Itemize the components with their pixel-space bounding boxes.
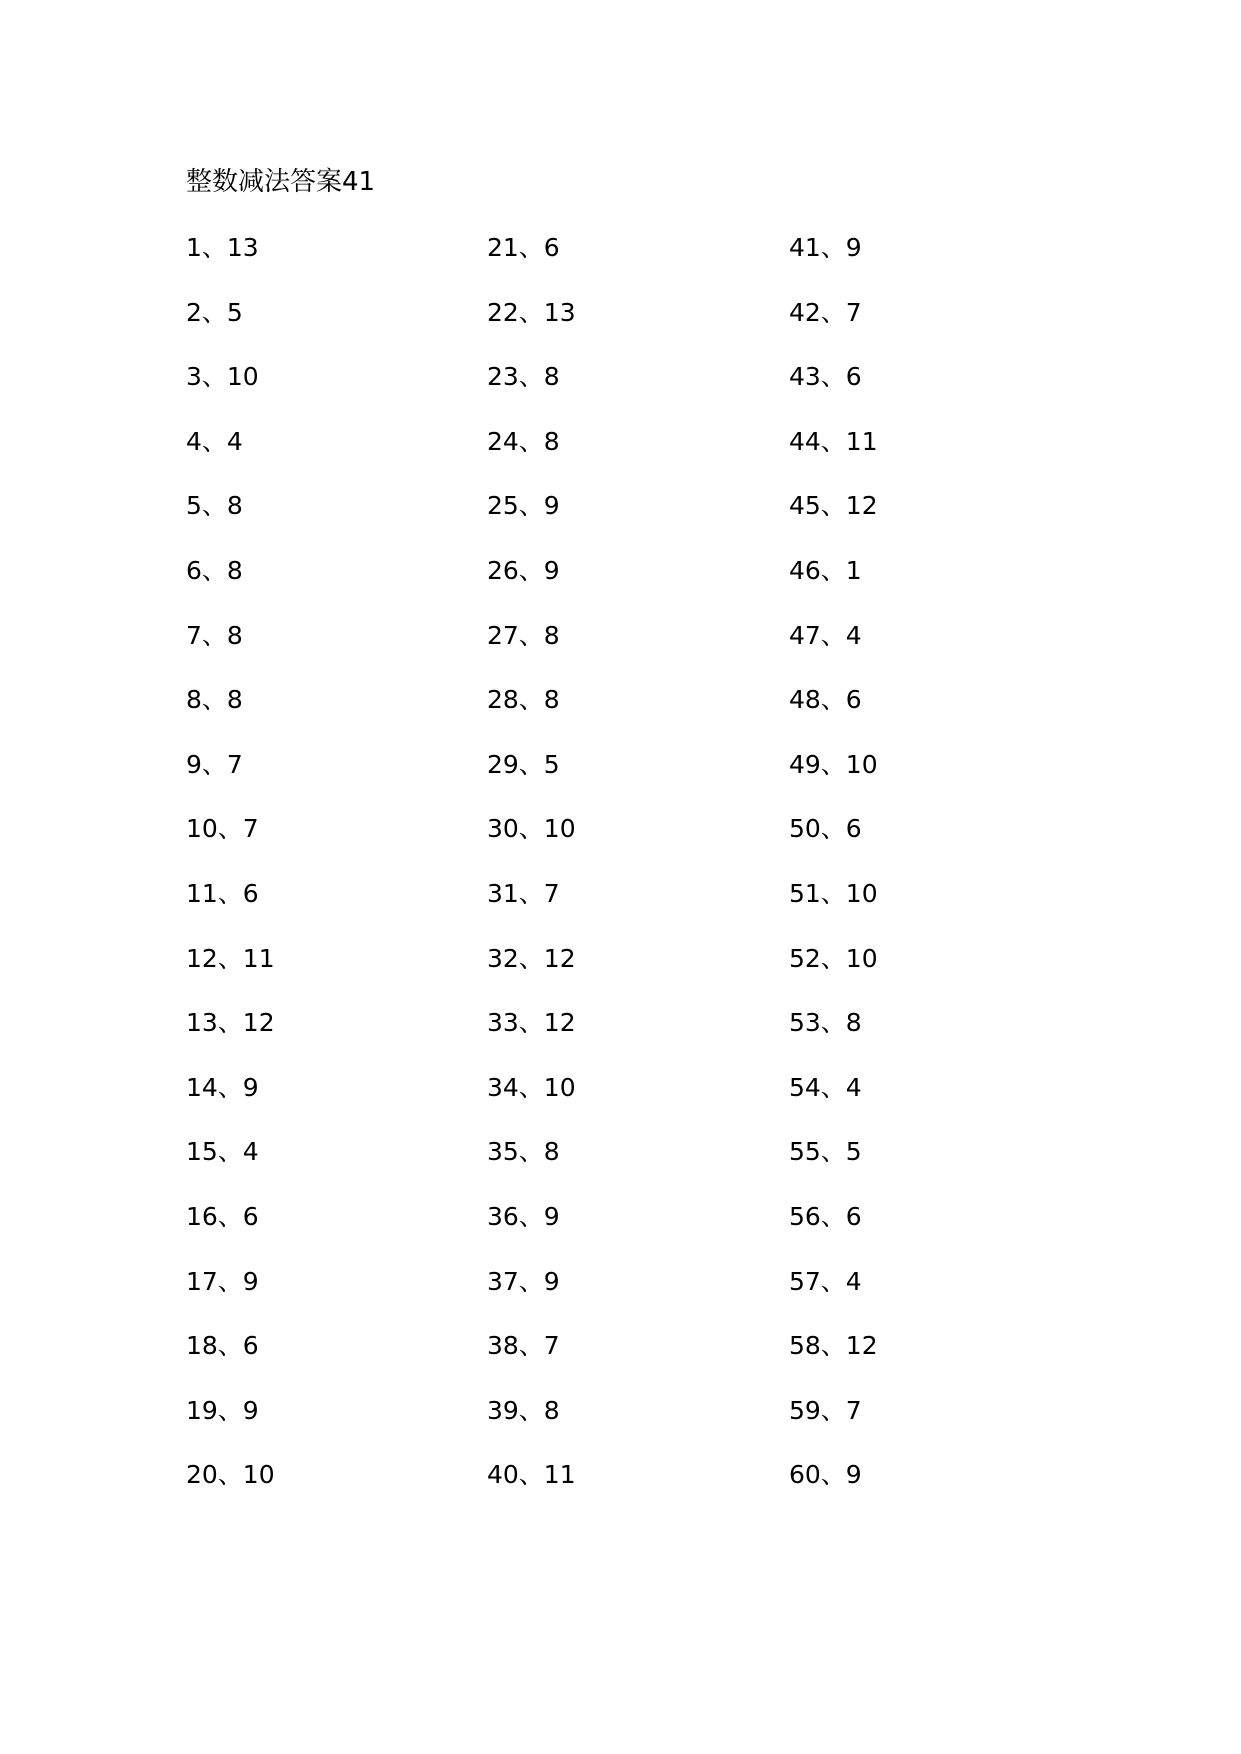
answer-item: 11、6 — [186, 878, 259, 908]
answer-item: 10、7 — [186, 814, 259, 844]
answer-item: 48、6 — [789, 685, 862, 715]
answer-item: 19、9 — [186, 1395, 259, 1425]
answer-item: 17、9 — [186, 1266, 259, 1296]
answer-item: 38、7 — [487, 1331, 560, 1361]
answer-item: 5、8 — [186, 491, 243, 521]
answer-item: 29、5 — [487, 749, 560, 779]
answer-item: 20、10 — [186, 1460, 275, 1490]
answer-item: 34、10 — [487, 1072, 576, 1102]
answer-item: 23、8 — [487, 362, 560, 392]
answer-item: 35、8 — [487, 1137, 560, 1167]
answer-item: 37、9 — [487, 1266, 560, 1296]
answer-item: 2、5 — [186, 297, 243, 327]
answer-item: 14、9 — [186, 1072, 259, 1102]
answer-item: 57、4 — [789, 1266, 862, 1296]
answer-item: 3、10 — [186, 362, 259, 392]
answer-item: 26、9 — [487, 555, 560, 585]
answer-item: 28、8 — [487, 685, 560, 715]
answer-item: 49、10 — [789, 749, 878, 779]
answer-item: 41、9 — [789, 233, 862, 262]
answer-item: 46、1 — [789, 555, 862, 585]
answer-item: 56、6 — [789, 1201, 862, 1231]
answer-item: 6、8 — [186, 555, 243, 585]
answer-item: 42、7 — [789, 297, 862, 327]
answer-grid — [186, 228, 1086, 1520]
answer-item: 24、8 — [487, 426, 560, 456]
answer-item: 7、8 — [186, 620, 243, 650]
answer-item: 13、12 — [186, 1008, 275, 1038]
answer-item: 50、6 — [789, 814, 862, 844]
answer-item: 33、12 — [487, 1008, 576, 1038]
answer-item: 15、4 — [186, 1137, 259, 1167]
answer-item: 9、7 — [186, 749, 243, 779]
answer-item: 18、6 — [186, 1331, 259, 1361]
answer-item: 58、12 — [789, 1331, 878, 1361]
answer-item: 22、13 — [487, 297, 576, 327]
answer-item: 30、10 — [487, 814, 576, 844]
answer-item: 31、7 — [487, 878, 560, 908]
answer-item: 40、11 — [487, 1460, 576, 1490]
answer-item: 1、13 — [186, 233, 259, 262]
answer-item: 59、7 — [789, 1395, 862, 1425]
page-title: 整数减法答案41 — [186, 167, 376, 197]
answer-item: 54、4 — [789, 1072, 862, 1102]
answer-item: 21、6 — [487, 233, 560, 262]
answer-item: 60、9 — [789, 1460, 862, 1490]
answer-item: 55、5 — [789, 1137, 862, 1167]
answer-item: 4、4 — [186, 426, 243, 456]
answer-item: 36、9 — [487, 1201, 560, 1231]
answer-item: 43、6 — [789, 362, 862, 392]
answer-item: 16、6 — [186, 1201, 259, 1231]
answer-item: 8、8 — [186, 685, 243, 715]
answer-item: 51、10 — [789, 878, 878, 908]
answer-item: 45、12 — [789, 491, 878, 521]
answer-item: 47、4 — [789, 620, 862, 650]
answer-item: 27、8 — [487, 620, 560, 650]
answer-item: 25、9 — [487, 491, 560, 521]
answer-item: 52、10 — [789, 943, 878, 973]
answer-item: 53、8 — [789, 1008, 862, 1038]
answer-item: 12、11 — [186, 943, 275, 973]
answer-item: 39、8 — [487, 1395, 560, 1425]
answer-item: 44、11 — [789, 426, 878, 456]
answer-item: 32、12 — [487, 943, 576, 973]
